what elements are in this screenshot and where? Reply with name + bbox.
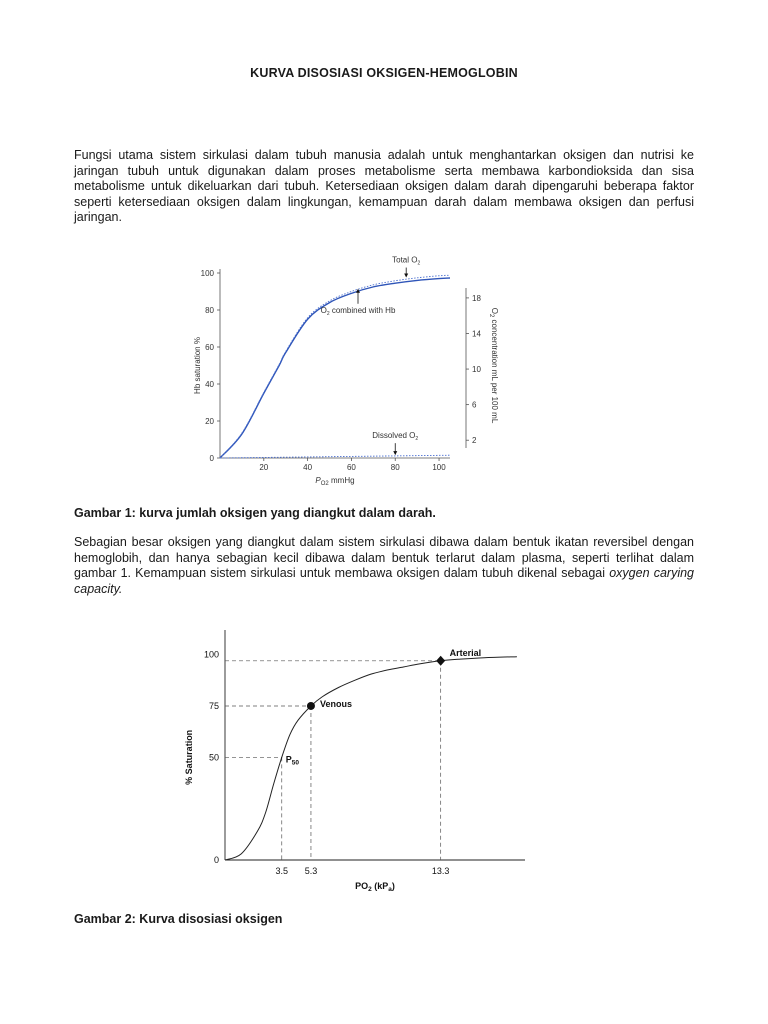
point-label: Arterial bbox=[449, 647, 482, 658]
x-tick-label: 100 bbox=[432, 463, 446, 472]
y2-tick-label: 2 bbox=[472, 436, 477, 446]
y2-tick-label: 14 bbox=[472, 329, 481, 339]
y-tick-label: 0 bbox=[213, 855, 219, 865]
figure-1-caption: Gambar 1: kurva jumlah oksigen yang diangkut dalam darah. bbox=[74, 506, 436, 520]
x-tick-label: 80 bbox=[390, 463, 400, 472]
figure-2-chart bbox=[175, 625, 535, 905]
point-label: $P_{50}$ bbox=[285, 754, 300, 767]
x-tick-label: 13.3 bbox=[431, 866, 450, 876]
dissociation-curve-line bbox=[225, 657, 517, 860]
annotation-label: $O_2$ combined with Hb bbox=[320, 305, 396, 317]
x-axis-label: $PO_2$ $(kP_a)$ bbox=[355, 881, 395, 893]
y-tick-label: 100 bbox=[200, 269, 214, 278]
y2-axis-label: $O_2$ concentration mL per 100 mL bbox=[488, 307, 499, 424]
x-axis-label-unit: mmHg bbox=[328, 476, 355, 485]
x-axis-label-close: ) bbox=[391, 881, 395, 891]
body-paragraph-term: oxygen carying capacity. bbox=[74, 566, 695, 596]
figure-1-chart bbox=[190, 250, 499, 490]
annotation-arrowhead bbox=[404, 274, 408, 278]
figure-2-caption: Gambar 2: Kurva disosiasi oksigen bbox=[74, 912, 283, 926]
y-tick-label: 20 bbox=[205, 417, 214, 426]
y-tick-label: 100 bbox=[203, 649, 219, 660]
page-title: KURVA DISOSIASI OKSIGEN-HEMOGLOBIN bbox=[250, 66, 518, 80]
venous-point bbox=[307, 702, 315, 710]
y-axis-label: % Saturation bbox=[184, 729, 194, 785]
intro-paragraph: Fungsi utama sistem sirkulasi dalam tubuh manusia adalah untuk menghantarkan oksigen dan nutrisi ke jaringan tubuh untuk digunakan dalam proses metabolisme serta membawa karbondioksida dan sisa metabolisme untuk dikeluarkan dari tubuh. Ketersediaan oksigen dalam darah dipengaruhi beberapa faktor seperti ketersediaan oksigen dalam lingkungan, kemampuan darah dalam membawa oksigen dan perfusi jaringan. bbox=[74, 148, 694, 225]
annotation-label: Total $O_2$ bbox=[392, 255, 421, 267]
arterial-point bbox=[436, 656, 445, 666]
y-axis-label: Hb saturation % bbox=[193, 337, 202, 394]
y2-tick-label: 10 bbox=[472, 365, 481, 375]
total-o2-line bbox=[220, 275, 450, 458]
x-tick-label: 5.3 bbox=[304, 866, 318, 876]
x-tick-label: 60 bbox=[346, 463, 356, 472]
body-paragraph bbox=[74, 535, 694, 597]
y-tick-label: 50 bbox=[208, 752, 219, 763]
annotation-label-rest: combined with Hb bbox=[329, 305, 396, 315]
x-axis-label-unit-sub: a bbox=[388, 886, 392, 893]
y-tick-label: 60 bbox=[205, 343, 214, 352]
y2-axis-label-rest: concentration mL per 100 mL bbox=[490, 317, 499, 424]
y-tick-label: 75 bbox=[208, 700, 219, 711]
body-paragraph-text: Sebagian besar oksigen yang diangkut dalam sistem sirkulasi dibawa dalam bentuk ikatan reversibel dengan hemoglobih, dan hanya sebagian kecil dibawa dalam bentuk terlarut dalam plasma, seperti terlihat dalam gambar 1. Kemampuan sistem sirkulasi untuk membawa oksigen dalam tubuh dikenal sebagai bbox=[74, 535, 694, 581]
annotation-arrowhead bbox=[393, 451, 397, 455]
y2-tick-label: 18 bbox=[472, 293, 481, 303]
annotation-label: Dissolved $O_2$ bbox=[372, 431, 419, 443]
x-axis-label-unit: (kP bbox=[371, 881, 389, 891]
x-tick-label: 3.5 bbox=[275, 866, 289, 876]
dissolved-o2-line bbox=[220, 455, 450, 458]
x-axis-label-sub: 2 bbox=[368, 886, 372, 893]
x-axis-label-base: P bbox=[315, 476, 321, 485]
point-label: Venous bbox=[319, 698, 352, 709]
y-tick-label: 80 bbox=[205, 306, 214, 315]
x-tick-label: 40 bbox=[303, 463, 313, 472]
x-axis-label-sub: O2 bbox=[320, 481, 329, 487]
x-tick-label: 20 bbox=[259, 463, 269, 472]
annotation-label-sub: 2 bbox=[326, 310, 330, 317]
y-tick-label: 0 bbox=[209, 454, 214, 463]
point-label-sub: 50 bbox=[291, 759, 300, 767]
y2-tick-label: 6 bbox=[472, 400, 477, 410]
x-axis-label bbox=[315, 476, 354, 487]
annotation-label-sub: 2 bbox=[415, 436, 419, 443]
y-tick-label: 40 bbox=[205, 380, 214, 389]
y2-axis-label-sub: 2 bbox=[488, 313, 494, 318]
annotation-label-sub: 2 bbox=[417, 260, 421, 267]
